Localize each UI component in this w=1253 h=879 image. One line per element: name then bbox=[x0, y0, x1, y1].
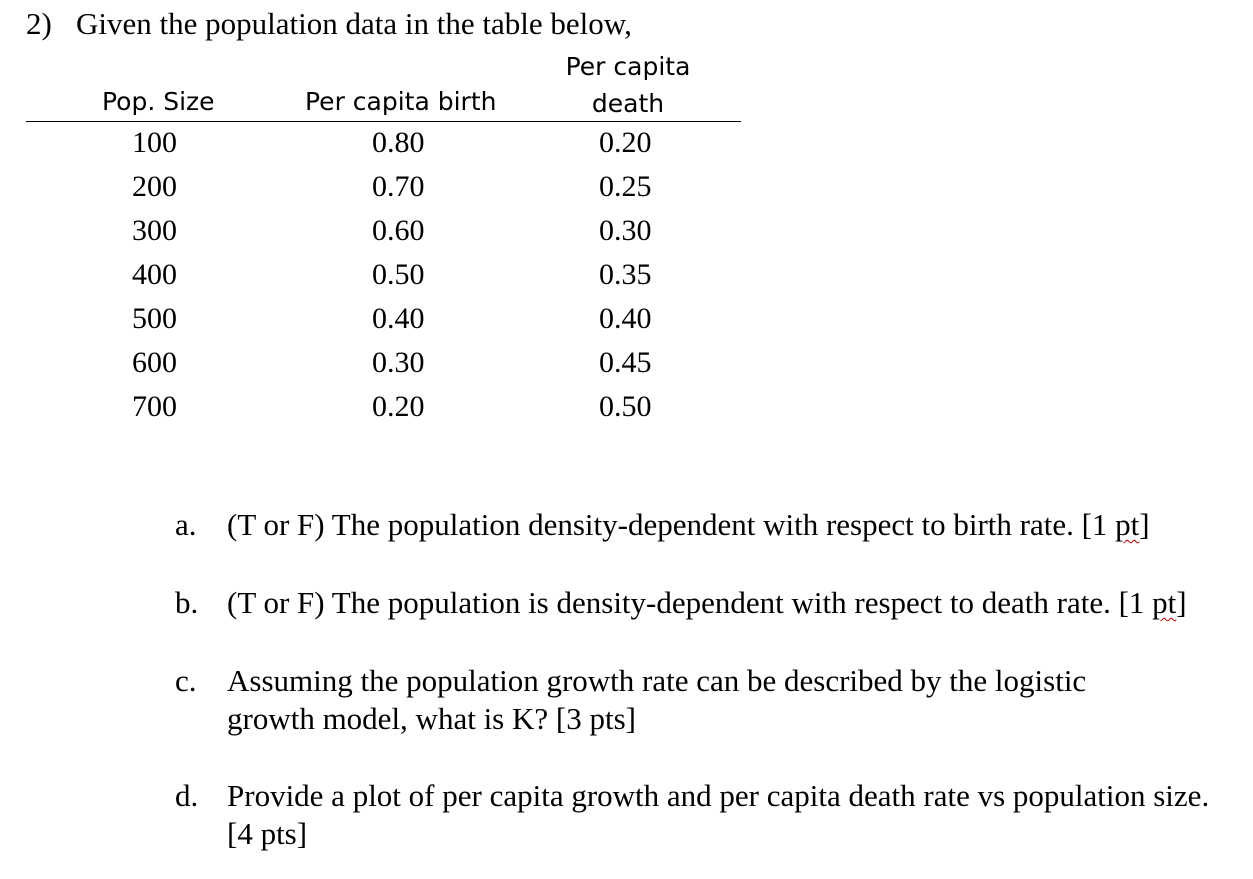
cell-death-rate: 0.40 bbox=[599, 302, 652, 335]
header-death-line1: Per capita bbox=[565, 52, 691, 81]
cell-birth-rate: 0.30 bbox=[372, 346, 425, 379]
cell-pop-size: 600 bbox=[132, 346, 177, 379]
header-death-line2: death bbox=[591, 89, 665, 118]
cell-birth-rate: 0.50 bbox=[372, 258, 425, 291]
part-b bbox=[175, 584, 1222, 622]
table-row bbox=[0, 212, 741, 256]
cell-birth-rate: 0.40 bbox=[372, 302, 425, 335]
cell-pop-size: 100 bbox=[132, 126, 177, 159]
header-per-capita-death bbox=[560, 48, 696, 122]
part-b-body: (T or F) The population is density-dependent with respect to death rate. [1 bbox=[227, 585, 1153, 620]
table-header-rule bbox=[26, 121, 741, 122]
part-c-text: Assuming the population growth rate can be described by the logistic growth model, what is K? [3 pts] bbox=[227, 663, 1087, 736]
part-b-close: ] bbox=[1176, 585, 1187, 620]
cell-pop-size: 400 bbox=[132, 258, 177, 291]
spellcheck-flag: pt bbox=[1115, 507, 1140, 542]
cell-pop-size: 700 bbox=[132, 390, 177, 423]
cell-death-rate: 0.30 bbox=[599, 214, 652, 247]
part-a-label: a. bbox=[175, 507, 197, 542]
table-row bbox=[0, 124, 741, 168]
table-row bbox=[0, 168, 741, 212]
table-row bbox=[0, 256, 741, 300]
header-pop-size: Pop. Size bbox=[102, 87, 215, 116]
cell-death-rate: 0.45 bbox=[599, 346, 652, 379]
part-b-label: b. bbox=[175, 585, 199, 620]
cell-birth-rate: 0.20 bbox=[372, 390, 425, 423]
population-table bbox=[0, 124, 741, 432]
cell-death-rate: 0.20 bbox=[599, 126, 652, 159]
part-d bbox=[175, 777, 1227, 853]
cell-pop-size: 500 bbox=[132, 302, 177, 335]
cell-death-rate: 0.25 bbox=[599, 170, 652, 203]
part-a-body: (T or F) The population density-dependent with respect to birth rate. [1 bbox=[227, 507, 1116, 542]
spellcheck-flag: pt bbox=[1152, 585, 1177, 620]
table-row bbox=[0, 344, 741, 388]
part-a bbox=[175, 506, 1227, 544]
part-d-label: d. bbox=[175, 778, 199, 813]
table-row bbox=[0, 388, 741, 432]
cell-death-rate: 0.35 bbox=[599, 258, 652, 291]
cell-birth-rate: 0.70 bbox=[372, 170, 425, 203]
part-d-text: Provide a plot of per capita growth and per capita death rate vs population size. [4 pts] bbox=[227, 778, 1210, 851]
table-row bbox=[0, 300, 741, 344]
part-b-text bbox=[227, 584, 1222, 622]
question-heading bbox=[26, 6, 632, 42]
cell-pop-size: 200 bbox=[132, 170, 177, 203]
question-number: 2) bbox=[26, 6, 52, 41]
cell-birth-rate: 0.60 bbox=[372, 214, 425, 247]
part-a-text bbox=[227, 506, 1227, 544]
part-c-label: c. bbox=[175, 663, 197, 698]
cell-death-rate: 0.50 bbox=[599, 390, 652, 423]
cell-birth-rate: 0.80 bbox=[372, 126, 425, 159]
cell-pop-size: 300 bbox=[132, 214, 177, 247]
part-c bbox=[175, 662, 1167, 738]
question-text: Given the population data in the table below, bbox=[76, 6, 632, 41]
part-a-close: ] bbox=[1139, 507, 1150, 542]
header-per-capita-birth: Per capita birth bbox=[305, 87, 497, 116]
